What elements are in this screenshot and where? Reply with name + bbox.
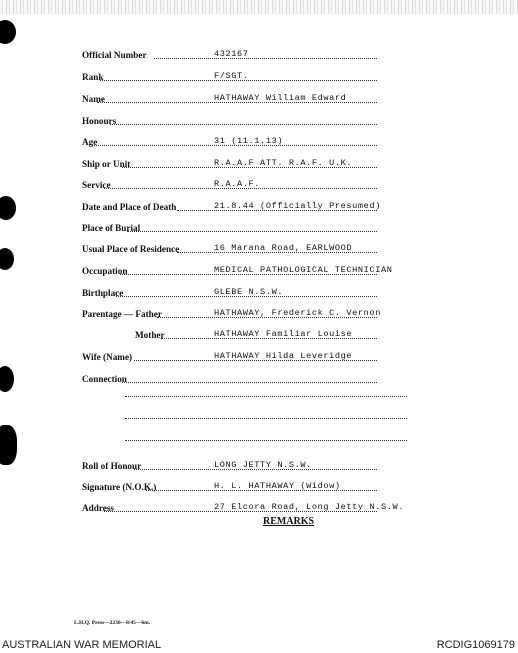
field-row	[82, 156, 407, 170]
connection-line	[125, 440, 407, 441]
field-value: HATHAWAY Familiar Louise	[214, 329, 353, 339]
punch-hole	[0, 425, 17, 465]
field-label: Wife (Name)	[82, 352, 133, 362]
field-label: Connection	[82, 374, 127, 384]
connection-line	[125, 396, 407, 397]
field-value: LONG JETTY N.S.W.	[214, 460, 312, 470]
printer-line: L.H.Q. Press—2230—8/45—6m.	[74, 620, 151, 626]
field-label: Parentage — Father	[82, 309, 162, 319]
field-label: Place of Burial	[82, 223, 141, 233]
field-label: Usual Place of Residence	[82, 244, 180, 254]
field-label: Roll of Honour	[82, 461, 142, 471]
field-label: Mother	[135, 330, 165, 340]
punch-hole	[0, 248, 14, 270]
dotted-leader	[122, 382, 377, 383]
footer-right: RCDIG1069179	[436, 639, 515, 651]
field-value: H. L. HATHAWAY (Widow)	[214, 481, 341, 491]
field-row	[82, 479, 407, 493]
field-label: Occupation	[82, 266, 128, 276]
scan-edge	[0, 0, 518, 14]
field-row	[82, 500, 407, 514]
field-label: Ship or Unit	[82, 159, 131, 169]
field-value: 21.8.44 (Officially Presumed)	[214, 201, 381, 211]
field-label: Rank	[82, 72, 104, 82]
field-row	[82, 327, 407, 341]
field-label: Honours	[82, 116, 117, 126]
punch-hole	[0, 196, 16, 220]
dotted-leader	[110, 124, 377, 125]
field-row	[82, 220, 407, 234]
punch-hole	[0, 366, 14, 392]
field-value: F/SGT.	[214, 71, 249, 81]
field-value: 16 Marana Road, EARLWOOD	[214, 243, 353, 253]
field-label: Service	[82, 180, 111, 190]
field-row	[82, 91, 407, 105]
field-row	[82, 371, 407, 385]
field-row	[82, 306, 407, 320]
field-label: Name	[82, 94, 105, 104]
connection-line	[125, 418, 407, 419]
footer-left: AUSTRALIAN WAR MEMORIAL	[2, 639, 162, 651]
field-value: GLEBE N.S.W.	[214, 287, 284, 297]
remarks-heading: REMARKS	[263, 516, 315, 527]
field-row	[82, 177, 407, 191]
field-row	[82, 69, 407, 83]
field-value: HATHAWAY William Edward	[214, 93, 347, 103]
field-label: Date and Place of Death	[82, 202, 177, 212]
field-label: Age	[82, 137, 98, 147]
field-value: HATHAWAY, Frederick C. Vernon	[214, 308, 381, 318]
field-label: Signature (N.O.K.)	[82, 482, 157, 492]
field-row	[82, 241, 407, 255]
field-label: Birthplace	[82, 288, 124, 298]
field-row	[82, 349, 407, 363]
field-value: R.A.A.F.	[214, 179, 261, 189]
field-row	[82, 263, 407, 277]
footer	[0, 636, 518, 653]
field-row	[82, 199, 407, 213]
field-row	[82, 458, 407, 472]
field-row	[82, 134, 407, 148]
field-row	[82, 47, 407, 61]
field-value: MEDICAL PATHOLOGICAL TECHNICIAN	[214, 265, 393, 275]
field-label: Address	[82, 503, 114, 513]
field-value: 31 (11.1.13)	[214, 136, 284, 146]
field-label: Official Number	[82, 50, 147, 60]
field-row	[82, 285, 407, 299]
dotted-leader	[127, 231, 377, 232]
field-value: 432167	[214, 49, 249, 59]
field-row	[82, 113, 407, 127]
field-value: HATHAWAY Hilda Leveridge	[214, 351, 353, 361]
field-value: 27 Elcora Road, Long Jetty N.S.W.	[214, 502, 404, 512]
punch-hole	[0, 20, 16, 44]
field-value: R.A.A.F ATT. R.A.F. U.K.	[214, 158, 353, 168]
dotted-leader	[154, 58, 377, 59]
